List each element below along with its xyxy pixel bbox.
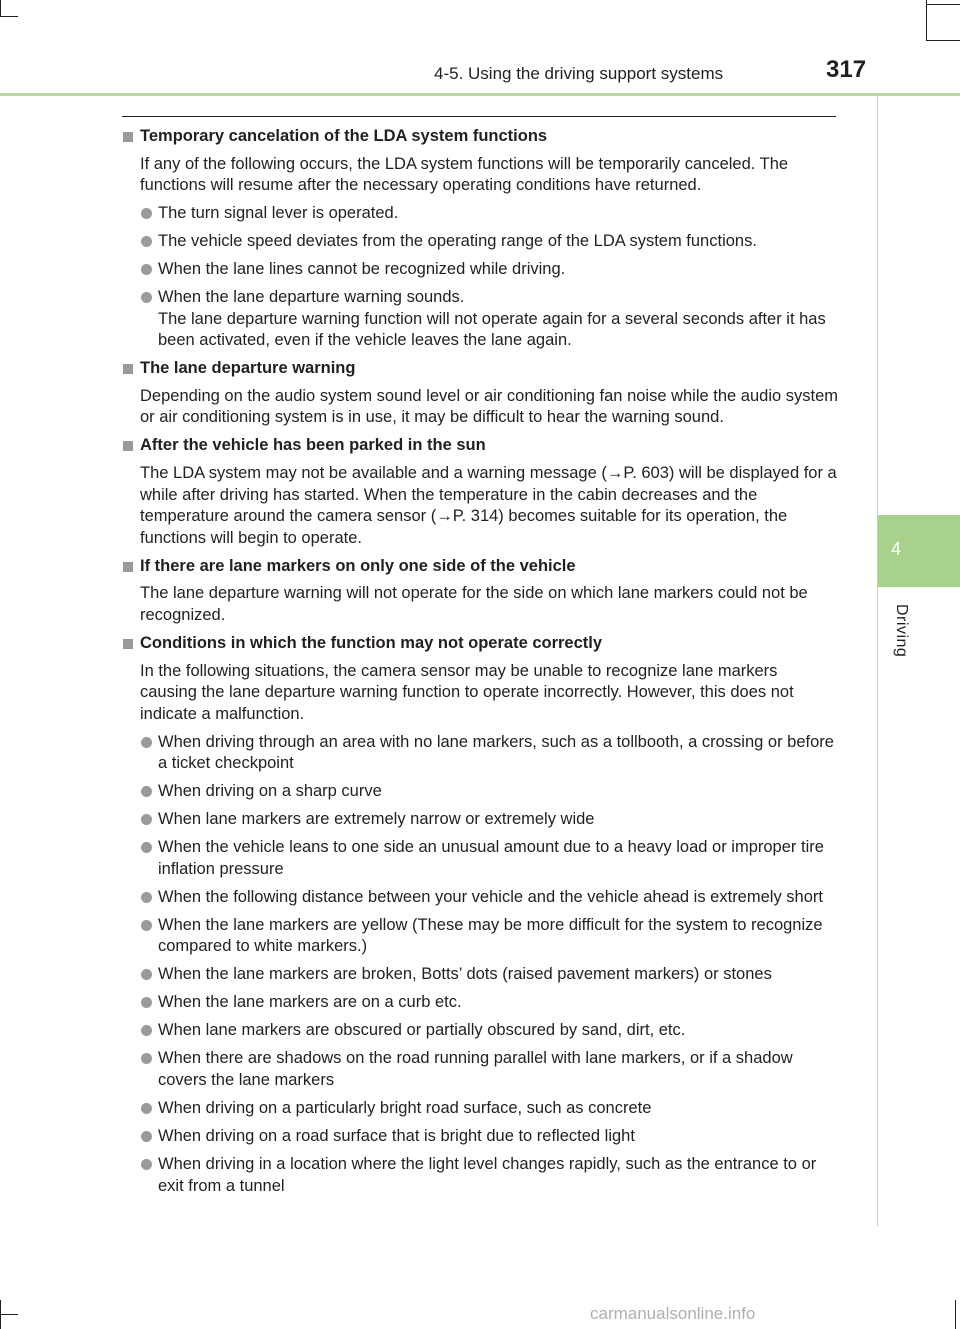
chapter-number: 4 <box>890 539 901 559</box>
list-item <box>158 887 838 909</box>
section-paragraph: The lane departure warning will not operate for the side on which lane markers could not be recognized. <box>140 584 808 625</box>
square-bullet-icon <box>123 364 133 374</box>
crop-mark <box>926 0 927 40</box>
list-item-text: When driving through an area with no lane markers, such as a tollbooth, a crossing or before a ticket checkpoint <box>158 732 834 773</box>
list-item <box>158 809 838 831</box>
section-paragraph: Depending on the audio system sound level or air conditioning fan noise while the audio system or air conditioning system is in use, it may be difficult to hear the warning sound. <box>140 386 839 427</box>
square-bullet-icon <box>123 562 133 572</box>
round-bullet-icon <box>141 737 152 748</box>
chapter-tab <box>878 515 960 587</box>
round-bullet-icon <box>141 920 152 931</box>
round-bullet-icon <box>141 969 152 980</box>
list-item-text: When the lane markers are broken, Botts’ dots (raised pavement markers) or stones <box>158 965 772 984</box>
section-paragraph: The LDA system may not be available and a warning message (→P. 603) will be displayed for a while after driving has started. When the temperature in the cabin decreases and the temperature around the camera sensor (→P. 314) becomes suitable for its operation, the functions will begin to operate. <box>140 464 837 547</box>
note-section <box>122 435 838 549</box>
list-item-text: When driving in a location where the light level changes rapidly, such as the entrance to or exit from a tunnel <box>158 1154 817 1195</box>
round-bullet-icon <box>141 236 152 247</box>
list-item-text: When the lane markers are yellow (These may be more difficult for the system to recognize compared to white markers.) <box>158 915 823 956</box>
round-bullet-icon <box>141 814 152 825</box>
crop-mark <box>0 16 18 17</box>
round-bullet-icon <box>141 1159 152 1170</box>
list-item <box>158 732 838 775</box>
crop-mark <box>955 1300 956 1329</box>
list-item-text: When the following distance between your vehicle and the vehicle ahead is extremely short <box>158 887 823 906</box>
round-bullet-icon <box>141 264 152 275</box>
list-item-text: When driving on a sharp curve <box>158 782 382 801</box>
bullet-list <box>122 732 838 1197</box>
section-heading <box>122 435 838 457</box>
list-item <box>158 1098 838 1120</box>
list-item <box>158 992 838 1014</box>
list-item-text: When lane markers are extremely narrow or extremely wide <box>158 810 595 829</box>
list-item <box>158 1154 838 1197</box>
round-bullet-icon <box>141 292 152 303</box>
round-bullet-icon <box>141 786 152 797</box>
square-bullet-icon <box>123 441 133 451</box>
list-item <box>158 837 838 880</box>
list-item-text: When there are shadows on the road running parallel with lane markers, or if a shadow covers the lane markers <box>158 1049 793 1089</box>
watermark: carmanualsonline.info <box>590 1304 756 1323</box>
round-bullet-icon <box>141 1131 152 1142</box>
page-header-section: 4-5. Using the driving support systems <box>434 64 724 83</box>
round-bullet-icon <box>141 842 152 853</box>
section-heading-text: Conditions in which the function may not operate correctly <box>140 634 603 652</box>
list-item <box>158 1020 838 1042</box>
round-bullet-icon <box>141 1103 152 1114</box>
list-item <box>158 781 838 803</box>
list-item <box>158 203 838 225</box>
note-section <box>122 126 838 352</box>
bullet-list <box>122 203 838 352</box>
square-bullet-icon <box>123 639 133 649</box>
page-body <box>122 126 838 1197</box>
header-rule <box>0 93 960 96</box>
section-heading <box>122 556 838 578</box>
section-heading <box>122 633 838 655</box>
list-item <box>158 259 838 281</box>
content-top-rule <box>122 116 836 117</box>
list-item <box>158 1126 838 1148</box>
list-item-text: When the vehicle leans to one side an unusual amount due to a heavy load or improper tire inflation pressure <box>158 838 824 878</box>
page-number: 317 <box>826 56 867 83</box>
section-heading-text: If there are lane markers on only one side of the vehicle <box>140 556 576 575</box>
section-heading-text: The lane departure warning <box>140 359 356 378</box>
list-item-text: When driving on a road surface that is bright due to reflected light <box>158 1126 635 1145</box>
list-item-text: When the lane lines cannot be recognized while driving. <box>158 260 566 279</box>
round-bullet-icon <box>141 1025 152 1036</box>
section-paragraph: If any of the following occurs, the LDA system functions will be temporarily canceled. The functions will resume after the necessary operating conditions have returned. <box>140 154 789 195</box>
section-heading <box>122 126 838 148</box>
list-item <box>158 1048 838 1091</box>
list-item-text: The vehicle speed deviates from the operating range of the LDA system functions. <box>158 232 757 251</box>
list-item <box>158 964 838 986</box>
list-item-text: The turn signal lever is operated. <box>158 204 399 223</box>
section-heading-text: After the vehicle has been parked in the sun <box>140 436 486 455</box>
section-heading-text: Temporary cancelation of the LDA system functions <box>140 127 548 145</box>
crop-mark <box>926 4 960 5</box>
square-bullet-icon <box>123 132 133 142</box>
section-heading <box>122 358 838 380</box>
side-divider <box>877 96 878 1226</box>
crop-mark <box>0 1314 18 1315</box>
list-item-text: When the lane departure warning sounds. The lane departure warning function will not operate again for a several seconds after it has been activated, even if the vehicle leaves the lane again. <box>158 288 826 350</box>
note-section <box>122 358 838 429</box>
list-item-text: When lane markers are obscured or partially obscured by sand, dirt, etc. <box>158 1021 686 1040</box>
list-item-text: When driving on a particularly bright road surface, such as concrete <box>158 1098 652 1117</box>
round-bullet-icon <box>141 208 152 219</box>
list-item-text: When the lane markers are on a curb etc. <box>158 993 462 1012</box>
round-bullet-icon <box>141 997 152 1008</box>
round-bullet-icon <box>141 892 152 903</box>
round-bullet-icon <box>141 1053 152 1064</box>
chapter-label: Driving <box>893 604 910 658</box>
section-paragraph: In the following situations, the camera sensor may be unable to recognize lane markers causing the lane departure warning function to operate incorrectly. However, this does not indicate a malfunction. <box>140 661 794 723</box>
crop-mark <box>926 40 960 41</box>
note-section <box>122 633 838 1197</box>
list-item <box>158 915 838 958</box>
note-section <box>122 556 838 627</box>
list-item <box>158 231 838 253</box>
crop-mark <box>0 0 1 16</box>
list-item <box>158 287 838 352</box>
